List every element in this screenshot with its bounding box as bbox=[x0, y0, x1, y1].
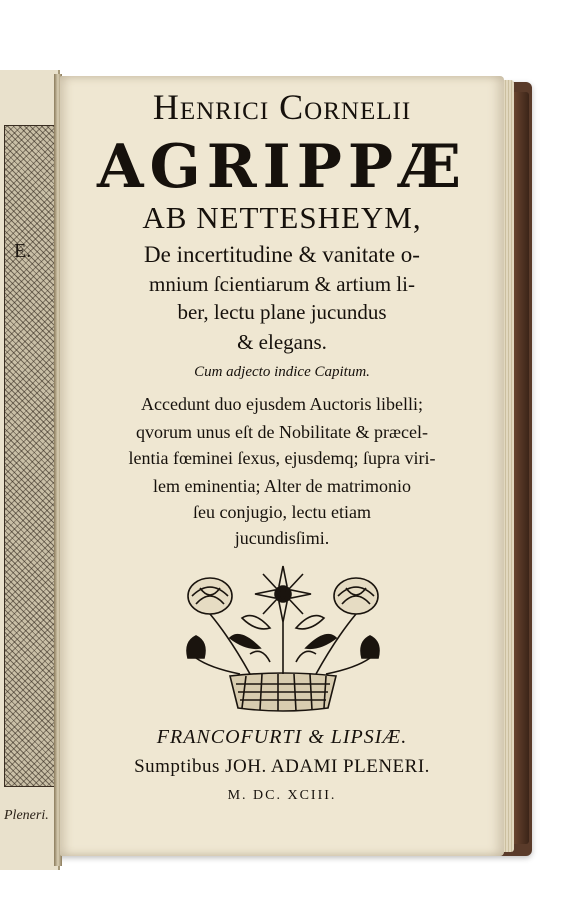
title-line-1: De incertitudine & vanitate o- bbox=[144, 242, 420, 267]
frontispiece-page bbox=[0, 70, 60, 870]
index-note: Cum adjecto indice Capitum. bbox=[194, 364, 370, 380]
contents-line-1: Accedunt duo ejusdem Auctoris libelli; bbox=[141, 394, 423, 414]
title-line-4: & elegans. bbox=[237, 330, 327, 354]
title-page bbox=[60, 76, 504, 856]
author-surname: AGRIPPÆ bbox=[96, 132, 467, 202]
flower-basket-woodcut-icon bbox=[170, 558, 396, 718]
frontispiece-fragment-top: E. bbox=[14, 240, 32, 262]
contents-line-3: lentia fœminei ſexus, ejusdemq; ſupra viri- bbox=[128, 448, 436, 468]
contents-line-6: jucundisſimi. bbox=[234, 528, 330, 548]
title-line-2: mnium ſcientiarum & artium li- bbox=[149, 272, 415, 296]
contents-line-2: qvorum unus eſt de Nobilitate & præcel- bbox=[136, 422, 428, 442]
frontispiece-fragment-bottom: Pleneri. bbox=[4, 808, 49, 823]
imprint-publisher: Sumptibus JOH. ADAMI PLENERI. bbox=[134, 756, 430, 777]
imprint-place: FRANCOFURTI & LIPSIÆ. bbox=[156, 726, 408, 748]
author-origin: AB NETTESHEYM, bbox=[142, 200, 422, 235]
title-line-3: ber, lectu plane jucundus bbox=[177, 300, 387, 324]
imprint-year: M. DC. XCIII. bbox=[227, 788, 337, 803]
contents-line-4: lem eminentia; Alter de matrimonio bbox=[153, 476, 411, 496]
author-first-name: Henrici Cornelii bbox=[152, 87, 412, 127]
contents-line-5: ſeu conjugio, lectu etiam bbox=[193, 502, 371, 522]
engraving-illustration bbox=[4, 125, 56, 787]
